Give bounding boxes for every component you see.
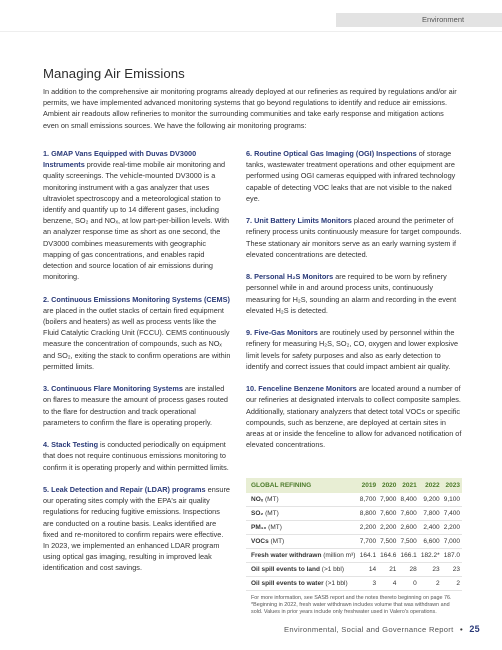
table-row: [246, 549, 462, 563]
global-refining-table: [246, 478, 462, 591]
table-cell: 7,400: [442, 507, 462, 521]
program-item: [246, 327, 464, 372]
program-body: are installed on flares to measure the amount of process gases routed to the flare for destruction and track operational parameters to confirm the flare is operating properly.: [43, 384, 228, 427]
table-header-year: 2019: [361, 482, 377, 489]
program-lead: Unit Battery Limits Monitors: [254, 216, 352, 226]
program-number: 5.: [43, 485, 50, 495]
program-lead: Fenceline Benzene Monitors: [258, 384, 357, 394]
table-cell: 14: [358, 563, 378, 577]
table-cell: 6,600: [419, 535, 442, 549]
programs-right-column: [246, 148, 464, 462]
program-item: [43, 439, 231, 473]
row-label: Oil spill events to land (>1 bbl): [246, 563, 358, 577]
table-footnote: For more information, see SASB report and the notes thereto beginning on page 76. *Beginning in 2022, fresh water withdrawn includes volume that was withdrawn and sold. Values in prior years include only freshwater used in Valero's operations.: [251, 595, 452, 615]
table-cell: 2: [442, 577, 462, 591]
program-number: 8.: [246, 272, 253, 282]
table-header-row: [246, 478, 462, 493]
program-number: 7.: [246, 216, 253, 226]
page-title: Managing Air Emissions: [43, 66, 185, 81]
table-cell: 9,200: [419, 493, 442, 507]
table-cell: 2,200: [378, 521, 398, 535]
table-cell: 28: [398, 563, 418, 577]
table-header-year: 2023: [445, 482, 460, 489]
program-body: is conducted periodically on equipment that does not require continuous emissions monitoring to confirm it is operating properly and within permitted limits.: [43, 440, 229, 472]
table-header-year: 2020: [381, 482, 397, 489]
program-number: 3.: [43, 384, 50, 394]
program-number: 4.: [43, 440, 50, 450]
header-rule: [0, 31, 502, 32]
program-lead: Continuous Flare Monitoring Systems: [51, 384, 183, 394]
program-number: 6.: [246, 149, 253, 158]
table-cell: 7,000: [442, 535, 462, 549]
program-number: 1.: [43, 149, 50, 158]
row-label: VOCs (MT): [246, 535, 358, 549]
program-body: placed around the perimeter of refinery process units continuously measure for target compounds. These stationary air monitors serve as an early warning system if elevated concentrations are detected.: [246, 216, 462, 259]
program-lead: Routine Optical Gas Imaging (OGI) Inspections: [254, 149, 417, 158]
table-header-year: 2022: [425, 482, 440, 489]
table-cell: 9,100: [442, 493, 462, 507]
program-item: [246, 271, 464, 316]
footer-separator: •: [459, 625, 463, 634]
row-label: SO₂ (MT): [246, 507, 358, 521]
page-footer: [260, 624, 480, 634]
table-cell: 7,800: [419, 507, 442, 521]
program-lead: Personal H₂S Monitors: [254, 272, 334, 282]
table-cell: 7,900: [378, 493, 398, 507]
program-number: 2.: [43, 294, 50, 304]
table-cell: 7,700: [358, 535, 378, 549]
table-cell: 23: [419, 563, 442, 577]
section-tab: [336, 13, 502, 27]
table-cell: 7,500: [378, 535, 398, 549]
program-item: [43, 484, 231, 574]
program-body: are required to be worn by refinery personnel while in and around process units, continuously measuring for H₂S, sounding an alarm and recording in the event elevated H₂S is detected.: [246, 272, 457, 315]
table-cell: 8,700: [358, 493, 378, 507]
table-row: [246, 577, 462, 591]
table-cell: 166.1: [398, 549, 418, 563]
program-body: are located around a number of our refineries at designated intervals to collect composite samples. Additionally, stationary analyzers that detect total VOCs or specific compounds, such as benzene, are deployed at certain sites in areas at or inside the fenceline to allow for advanced notification of elevated concentrations.: [246, 384, 462, 450]
program-lead: Leak Detection and Repair (LDAR) programs: [51, 485, 206, 495]
program-item: [43, 148, 231, 282]
table-cell: 7,600: [398, 507, 418, 521]
table-row: [246, 563, 462, 577]
program-lead: Stack Testing: [51, 440, 99, 450]
row-label: NOₓ (MT): [246, 493, 358, 507]
table-cell: 8,800: [358, 507, 378, 521]
table-header-label: GLOBAL REFINING: [251, 482, 312, 489]
section-label: Environment: [422, 15, 465, 24]
program-number: 10.: [246, 384, 257, 394]
table-row: [246, 493, 462, 507]
row-label: PM₁₀ (MT): [246, 521, 358, 535]
program-item: [246, 215, 464, 260]
table-cell: 187.0: [442, 549, 462, 563]
table-cell: 164.1: [358, 549, 378, 563]
program-lead: Five-Gas Monitors: [254, 328, 318, 338]
table-cell: 2,200: [442, 521, 462, 535]
intro-paragraph: In addition to the comprehensive air monitoring programs already deployed at our refineries as required by regulations and/or air permits, we have implemented advanced monitoring systems that go beyond regulations to identify and reduce air emissions. Ambient air readouts allow refineries to monitor the surrounding communities and take early response and mitigation actions even on small emissions sources. We have the following air monitoring programs:: [43, 87, 457, 130]
table-row: [246, 507, 462, 521]
program-number: 9.: [246, 328, 253, 338]
table-cell: 8,400: [398, 493, 418, 507]
page-number: 25: [469, 624, 480, 634]
table-cell: 2: [419, 577, 442, 591]
report-name: Environmental, Social and Governance Report: [284, 625, 454, 634]
metrics-table-block: [246, 478, 462, 615]
program-lead: GMAP Vans Equipped with Duvas DV3000 Instruments: [43, 149, 197, 170]
table-cell: 2,600: [398, 521, 418, 535]
program-item: [43, 294, 231, 372]
row-label: Oil spill events to water (>1 bbl): [246, 577, 358, 591]
table-cell: 3: [358, 577, 378, 591]
table-cell: 7,500: [398, 535, 418, 549]
row-label: Fresh water withdrawn (million m³): [246, 549, 358, 563]
table-row: [246, 521, 462, 535]
program-body: ensure our operating sites comply with the EPA's air quality regulations for reducing fugitive emissions. Inspections are conducted on a routine basis. Leaks identified are fixed and re-monitored to confirm repairs were effective. In 2023, we implemented an enhanced LDAR program using optical gas imaging, resulting in improved leak identification and cost savings.: [43, 485, 230, 573]
table-row: [246, 535, 462, 549]
table-cell: 23: [442, 563, 462, 577]
program-body: are routinely used by personnel within the refinery for measuring H₂S, SO₂, CO, oxygen and lower explosive limit levels for safety purposes and also as early detection to identify and correct issues that could impact ambient air quality.: [246, 328, 459, 371]
table-cell: 4: [378, 577, 398, 591]
table-cell: 7,600: [378, 507, 398, 521]
table-cell: 2,400: [419, 521, 442, 535]
table-cell: 182.2*: [419, 549, 442, 563]
table-cell: 0: [398, 577, 418, 591]
program-item: [246, 148, 464, 204]
program-body: provide real-time mobile air monitoring and quality screenings. The vehicle-mounted DV3000 is a monitoring instrument with a gas analyzer that uses ultraviolet spectroscopy and a meteorological station to identify and quantify up to 14 different gases, including benzene, SO₂ and NOₓ, at low part-per-billion levels. With an analyzer response time as short as one second, the DV3000 combines measurements with geographic mapping of gas concentrations, and enables rapid detection and source location of air emissions during monitoring.: [43, 160, 230, 282]
program-body: of storage tanks, wastewater treatment operations and other equipment are performed using OGI cameras equipped with infrared technology capable of detecting VOC leaks that are not visible to the naked eye.: [246, 149, 456, 203]
program-lead: Continuous Emissions Monitoring Systems (CEMS): [51, 294, 230, 304]
program-item: [246, 383, 464, 450]
table-cell: 164.6: [378, 549, 398, 563]
program-body: are placed in the outlet stacks of certain fired equipment (boilers and heaters) as well as process vents like the Fluid Catalytic Cracking Unit (FCCU). CEMS continuously measure the concentration of compounds, such as NOₓ and SO₂, exiting the stack to confirm operations are within permitted limits.: [43, 305, 231, 371]
table-cell: 2,200: [358, 521, 378, 535]
table-cell: 21: [378, 563, 398, 577]
program-item: [43, 383, 231, 428]
programs-left-column: [43, 148, 231, 585]
table-header-year: 2021: [402, 482, 417, 489]
